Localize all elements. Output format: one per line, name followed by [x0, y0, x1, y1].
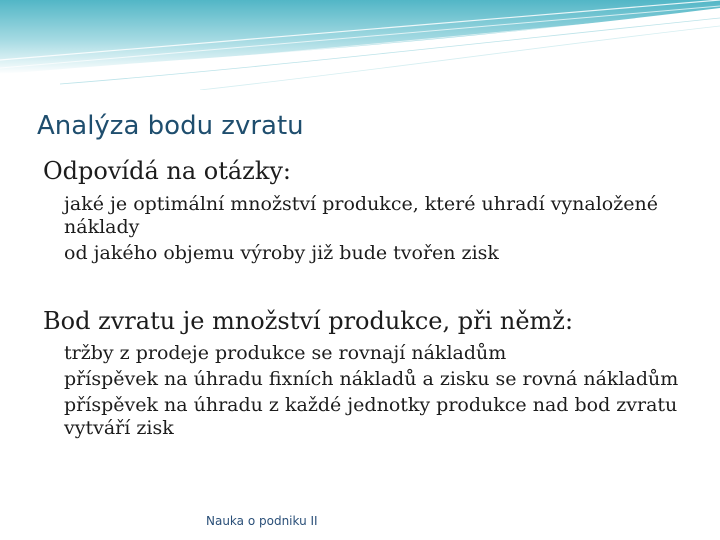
slide-footer: Nauka o podniku II	[206, 514, 318, 528]
list-item	[47, 193, 679, 239]
bullet-text: příspěvek na úhradu z každé jednotky produkce nad bod zvratu vytváří zisk	[64, 394, 678, 439]
bullet-list-questions	[47, 193, 679, 268]
list-item	[47, 368, 679, 391]
bullet-text: jaké je optimální množství produkce, které uhradí vynaložené náklady	[64, 193, 658, 238]
bullet-list-definition	[47, 342, 679, 443]
list-item	[47, 342, 679, 365]
bullet-marker-icon	[47, 196, 62, 213]
section-heading-questions: Odpovídá na otázky:	[43, 157, 292, 185]
section-heading-definition: Bod zvratu je množství produkce, při němž:	[43, 307, 574, 335]
bullet-text: příspěvek na úhradu fixních nákladů a zisku se rovná nákladům	[64, 368, 679, 390]
header-wave-graphic	[0, 0, 720, 90]
list-item	[47, 242, 679, 265]
bullet-text: od jakého objemu výroby již bude tvořen zisk	[64, 242, 499, 264]
bullet-marker-icon	[47, 371, 62, 388]
bullet-marker-icon	[47, 345, 62, 362]
bullet-marker-icon	[47, 245, 62, 262]
slide-title: Analýza bodu zvratu	[37, 111, 304, 141]
list-item	[47, 394, 679, 440]
bullet-text: tržby z prodeje produkce se rovnají nákladům	[64, 342, 507, 364]
header-decoration-band	[0, 0, 720, 90]
bullet-marker-icon	[47, 397, 62, 414]
